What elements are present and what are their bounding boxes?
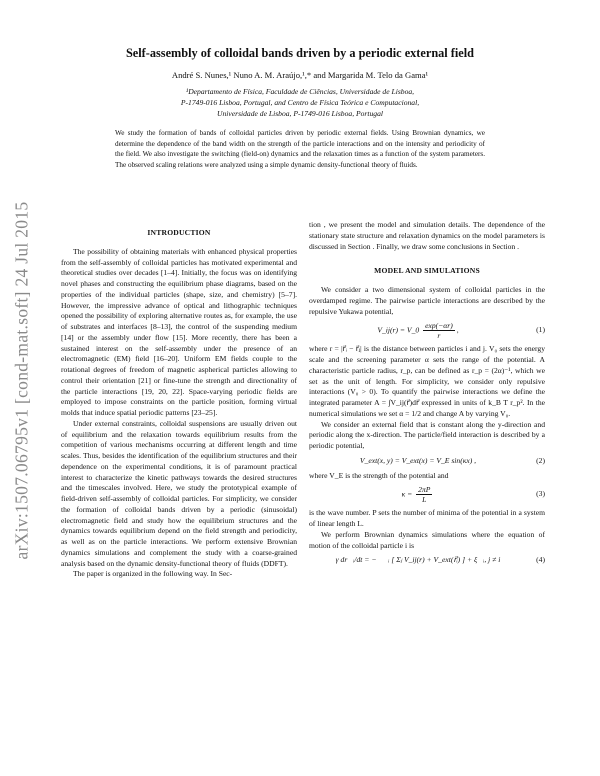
paragraph: where r = |r⃗ᵢ − r⃗ⱼ| is the distance between particles i and j. V₀ sets the energy scale and the screening parameter α sets the range of the potential. A characteristic particle radius, r_p, can be defined as r_p = (2α)⁻¹, which we set as the unit of length. For simplicity, we consider only repulsive interactions (V₀ > 0). To quantify the pairwise interactions we define the integrated parameter A = ∫V_ij(r⃗)dr⃗ expressed in units of k_B T r_p². In the numerical simulations we set α = 1/2 and change A by varying V₀.	[309, 344, 545, 418]
equation-1: V_ij(r) = V_0 $\frac{\exp(-\alpha r)}{r}$ , (1)	[377, 321, 545, 341]
eq2-body: V_ext(x, y) = V_ext(x) = V_E sin(κx) ,	[359, 455, 477, 465]
paragraph: is the wave number. P sets the number of minima of the potential in a system of linear length L.	[309, 508, 545, 528]
affiliation-line: ¹Departamento de Física, Faculdade de Ciências, Universidade de Lisboa,	[185, 87, 415, 96]
equation-4	[309, 555, 545, 566]
arxiv-identifier-sidebar	[12, 190, 32, 570]
eq1-denominator: r	[437, 331, 441, 341]
eq3-fraction	[416, 485, 432, 504]
affiliations	[60, 86, 540, 119]
paragraph: tion , we present the model and simulation details. The dependence of the stationary state structure and relaxation dynamics on the model parameters is discussed in Section . Finally, we draw some conclusions in Section .	[309, 220, 545, 251]
section-heading-model: MODEL AND SIMULATIONS	[374, 266, 480, 276]
eq1-numerator: exp(−αr)	[425, 321, 453, 331]
equation-number: (3)	[536, 489, 545, 499]
paragraph: where V_E is the strength of the potential and	[309, 470, 449, 480]
section-heading-introduction: INTRODUCTION	[147, 228, 211, 237]
paragraph: Under external constraints, colloidal suspensions are usually driven out of equilibrium and the relaxation towards equilibrium results from the competition of various mechanisms occurring at different length and time scales. Thus, besides the identification of the equilibrium structures and their dependence on the experimental conditions, it is of paramount practical interest to characterize the kinetic pathways towards the desired structures and the timescales involved. Here, we study the prototypical example of field-driven self-assembly of colloidal particles. For simplicity, we consider the formation of colloidal bands driven by a periodic (sinusoidal) electromagnetic field and study how the equilibrium structures and the dynamics towards equilibrium depend on the field strength and periodicity, as well as on the particle interactions. We perform extensive Brownian dynamics simulations and complement the study with a coarse-grained analysis based on the dynamic density-functional theory of fluids (DDFT).	[61, 418, 297, 568]
affiliation-line: Universidade de Lisboa, P-1749-016 Lisboa, Portugal	[216, 109, 383, 118]
paragraph: The possibility of obtaining materials with enhanced physical properties from the self-assembly of colloidal particles has motivated experimental and theoretical studies over decades [1–4]. Initially, the focus was on identifying novel phases and constructing the equilibrium phase diagrams, based on the properties of the individual particles (shape, size, and chemistry) [5–7]. However, the impressive advance of optical and lithographic techniques opened the possibility of exploring alternative routes as, for example, the use of substrates and interfaces [8–13], the control of the suspending medium [14] or the assembly under flow [15]. More recently, there has been a sustained interest on the self-assembly under the presence of an electromagnetic (EM) field [16–20]. Uniform EM fields couple to the rotational degrees of freedom of magnetic aspherical particles allowing to control their orientation [21] or fine-tune the strength and directionality of the particle interactions [19, 20, 22]. Space-varying periodic fields are employed to impose constraints on the particle position, forming virtual molds that induce spatial periodic patterns [23–25].	[61, 246, 297, 417]
abstract: We study the formation of bands of colloidal particles driven by periodic external fields. Using Brownian dynamics, we determine the dependence of the band width on the strength of the particle interactions and on the intensity and periodicity of the field. We also investigate the switching (field-on) dynamics and the relaxation times as a function of the system parameters. The observed scaling relations were analyzed using a simple dynamic density-functional theory of fluids.	[115, 129, 485, 170]
paragraph: We consider an external field that is constant along the y-direction and periodic along the x-direction. The particle/field interaction is described by a periodic potential,	[309, 419, 545, 450]
equation-number: (2)	[536, 455, 545, 465]
eq3-denominator: L	[422, 495, 427, 505]
right-column	[309, 220, 545, 570]
paper-title: Self-assembly of colloidal bands driven by a periodic external field	[125, 46, 475, 60]
paragraph: The paper is organized in the following way. In Sec-	[73, 569, 233, 579]
left-column	[61, 222, 297, 580]
equation-3	[309, 485, 545, 504]
equation-number: (1)	[536, 325, 545, 335]
arxiv-id-text: arXiv:1507.06795v1 [cond-mat.soft] 24 Jul 2015	[11, 201, 32, 559]
eq4-body: γ dr⃗ᵢ/dt = −∇⃗ᵢ [ Σⱼ V_ij(r) + V_ext(r⃗ᵢ) ] + ξ⃗ᵢ, j ≠ i	[335, 555, 501, 565]
author-list: André S. Nunes,¹ Nuno A. M. Araújo,¹,* and Margarida M. Telo da Gama¹	[171, 70, 429, 80]
paragraph: We perform Brownian dynamics simulations where the equation of motion of the colloidal particle i is	[309, 529, 545, 550]
eq3-lhs: κ =	[401, 489, 413, 499]
equation-number: (4)	[536, 555, 545, 565]
equation-2	[309, 456, 545, 467]
affiliation-line: P-1749-016 Lisboa, Portugal, and Centro de Física Teórica e Computacional,	[180, 98, 420, 107]
eq1-lhs: V_ij(r) = V_0	[377, 325, 420, 335]
paragraph: We consider a two dimensional system of colloidal particles in the overdamped regime. The pairwise particle interactions are described by the repulsive Yukawa potential,	[309, 285, 545, 316]
eq1-fraction	[423, 321, 455, 340]
eq3-numerator: 2πP	[418, 485, 431, 495]
